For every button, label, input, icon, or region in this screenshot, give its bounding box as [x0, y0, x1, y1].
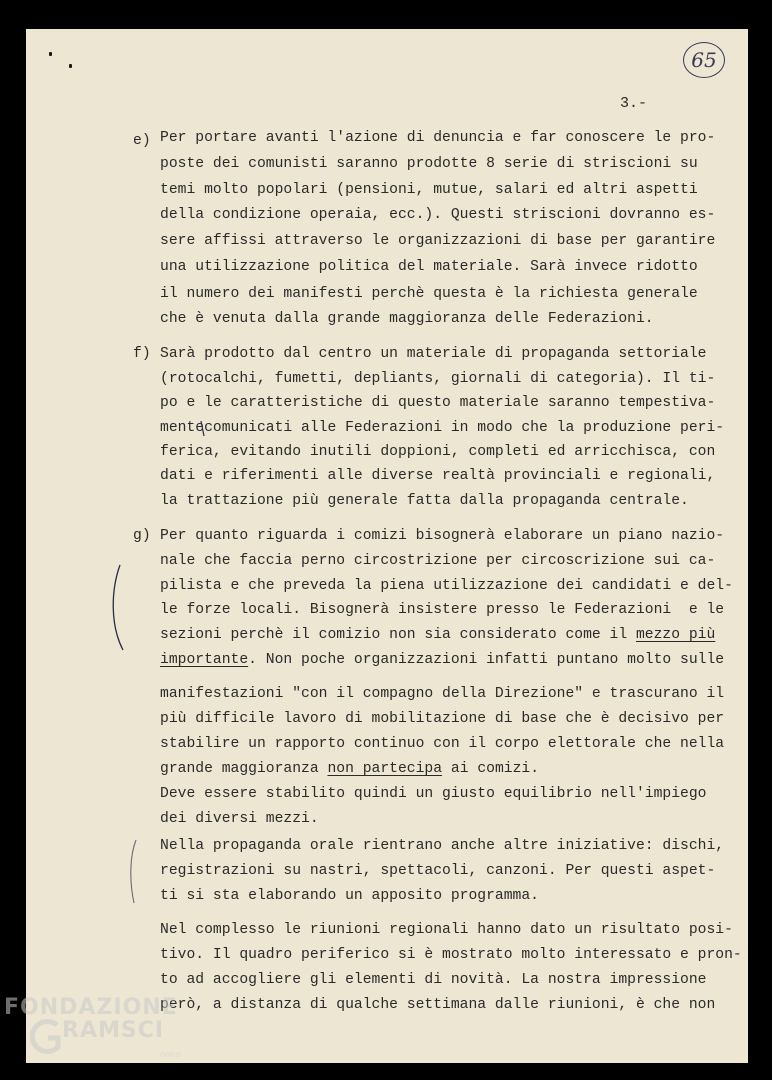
- text-line: Per quanto riguarda i comizi bisognerà elaborare un piano nazio-: [160, 528, 725, 544]
- watermark-logo-icon: [30, 1016, 62, 1060]
- underlined-phrase: non partecipa: [327, 761, 443, 777]
- text-segment: grande maggioranza: [160, 761, 328, 777]
- pen-mark: [201, 421, 204, 436]
- text-line: registrazioni su nastri, spettacoli, canzoni. Per questi aspet-: [160, 863, 716, 879]
- watermark-suffix: onlus: [160, 1050, 182, 1059]
- text-line: una utilizzazione politica del materiale. Sarà invece ridotto: [160, 259, 698, 275]
- text-segment: . Non poche organizzazioni infatti puntano molto sulle: [248, 652, 725, 668]
- section-marker-e: e): [133, 133, 151, 149]
- text-line: stabilire un rapporto continuo con il corpo elettorale che nella: [160, 736, 725, 752]
- underlined-phrase: importante: [160, 652, 249, 668]
- text-line: dei diversi mezzi.: [160, 811, 319, 827]
- margin-bracket: [131, 840, 136, 903]
- text-line: nale che faccia perno circostrizione per circoscrizione sui ca-: [160, 553, 716, 569]
- text-line: Sarà prodotto dal centro un materiale di propaganda settoriale: [160, 346, 707, 362]
- text-line: po e le caratteristiche di questo materiale saranno tempestiva-: [160, 395, 716, 411]
- text-segment: ai comizi.: [442, 761, 540, 777]
- margin-bracket: [113, 565, 123, 650]
- text-line: manifestazioni "con il compagno della Direzione" e trascurano il: [160, 686, 725, 702]
- text-line: ferica, evitando inutili doppioni, completi ed arricchisca, con: [160, 444, 716, 460]
- text-line: Per portare avanti l'azione di denuncia e far conoscere le pro-: [160, 130, 716, 146]
- text-line: sere affissi attraverso le organizzazioni di base per garantire: [160, 233, 716, 249]
- text-line: che è venuta dalla grande maggioranza delle Federazioni.: [160, 311, 654, 327]
- text-line: Nel complesso le riunioni regionali hanno dato un risultato posi-: [160, 922, 733, 938]
- text-line: il numero dei manifesti perchè questa è la richiesta generale: [160, 286, 698, 302]
- text-line: Nella propaganda orale rientrano anche altre iniziative: dischi,: [160, 838, 725, 854]
- archive-page-number: 65: [683, 42, 725, 78]
- underlined-phrase: mezzo più: [635, 627, 716, 643]
- text-line: to ad accogliere gli elementi di novità. La nostra impressione: [160, 972, 707, 988]
- watermark-line2: RAMSCI: [62, 1018, 165, 1043]
- text-line: ti si sta elaborando un apposito programma.: [160, 888, 539, 904]
- text-line: le forze locali. Bisognerà insistere presso le Federazioni e le: [160, 602, 725, 618]
- text-line: della condizione operaia, ecc.). Questi striscioni dovranno es-: [160, 207, 716, 223]
- text-line: pilista e che preveda la piena utilizzazione dei candidati e del-: [160, 578, 733, 594]
- page-number: 3.-: [620, 95, 648, 112]
- text-line: mentecomunicati alle Federazioni in modo che la produzione peri-: [160, 420, 725, 436]
- text-segment: sezioni perchè il comizio non sia considerato come il: [160, 627, 636, 643]
- text-line: poste dei comunisti saranno prodotte 8 serie di striscioni su: [160, 156, 698, 172]
- text-line: più difficile lavoro di mobilitazione di base che è decisivo per: [160, 711, 725, 727]
- text-line: Deve essere stabilito quindi un giusto equilibrio nell'impiego: [160, 786, 707, 802]
- section-marker-f: f): [133, 346, 151, 362]
- text-line: però, a distanza di qualche settimana dalle riunioni, è che non: [160, 997, 716, 1013]
- text-line: dati e riferimenti alle diverse realtà provinciali e regionali,: [160, 468, 716, 484]
- text-line: tivo. Il quadro periferico si è mostrato molto interessato e pron-: [160, 947, 742, 963]
- watermark-line1: FONDAZIONE: [4, 995, 178, 1020]
- text-line: temi molto popolari (pensioni, mutue, salari ed altri aspetti: [160, 182, 698, 198]
- text-line: (rotocalchi, fumetti, depliants, giornali di categoria). Il ti-: [160, 371, 716, 387]
- section-marker-g: g): [133, 528, 151, 544]
- text-line: la trattazione più generale fatta dalla propaganda centrale.: [160, 493, 689, 509]
